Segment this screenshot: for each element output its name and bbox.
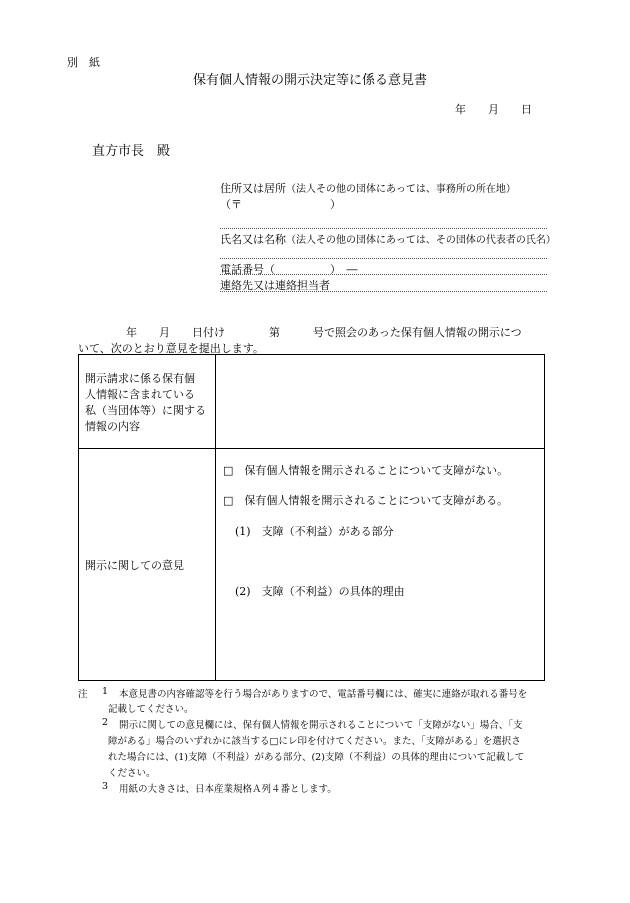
info-content-field[interactable]: [221, 361, 539, 443]
note-2-line-3: れた場合には、(1)支障（不利益）がある部分、(2)支障（不利益）の具体的理由について記載して: [108, 752, 525, 763]
address-label: 住所又は居所: [220, 182, 286, 195]
note-2-line-4: ください。: [108, 768, 156, 779]
address-field-label: [220, 180, 516, 196]
intro-line-2: いて、次のとおり意見を提出します。: [78, 342, 264, 355]
date-line: 年 月 日: [455, 103, 532, 116]
option-obstacle[interactable]: □ 保有個人情報を開示されることについて支障がある。: [223, 494, 509, 507]
name-underline: [220, 258, 547, 259]
intro-line-1: 年 月 日付け 第 号で照会のあった保有個人情報の開示につ: [126, 326, 522, 339]
notes-prefix: 注: [78, 689, 88, 700]
table-row-divider: [79, 448, 544, 449]
obstacle-reason-label: (2) 支障（不利益）の具体的理由: [235, 585, 405, 598]
opinion-table: [78, 354, 545, 681]
note-2-line-2: 障がある」場合のいずれかに該当する□にレ印を付けてください。また、「支障がある」を選択さ: [108, 736, 521, 747]
info-content-label: 開示請求に係る保有個 人情報に含まれている 私（当団体等）に関する 情報の内容: [85, 372, 206, 433]
phone-line: 電話番号（ ） ―: [220, 263, 358, 276]
note-2-line-1: 開示に関しての意見欄には、保有個人情報を開示されることについて「支障がない」場合、「支: [119, 720, 523, 731]
addressee: 直方市長 殿: [92, 144, 171, 159]
note-1-line-1: 本意見書の内容確認等を行う場合がありますので、電話番号欄には、確実に連絡が取れる番号を: [119, 689, 528, 700]
address-underline: [220, 228, 547, 229]
note-1-number: 1: [102, 686, 109, 697]
obstacle-part-label: (1) 支障（不利益）がある部分: [235, 525, 394, 538]
opinion-label: 開示に関しての意見: [85, 559, 184, 572]
option-no-obstacle[interactable]: □ 保有個人情報を開示されることについて支障がない。: [223, 464, 509, 477]
phone-underline: [220, 274, 547, 275]
note-3-number: 3: [102, 781, 109, 792]
postal-line: （〒 ）: [220, 198, 341, 211]
attachment-label: 別 紙: [67, 56, 100, 69]
note-3-line-1: 用紙の大きさは、日本産業規格Ａ列４番とします。: [119, 784, 337, 795]
name-note: （法人その他の団体にあっては、その団体の代表者の氏名）: [286, 235, 556, 246]
note-1-line-2: 記載してください。: [108, 704, 194, 715]
contact-line: 連絡先又は連絡担当者: [220, 279, 330, 292]
address-note: （法人その他の団体にあっては、事務所の所在地）: [286, 184, 516, 195]
note-2-number: 2: [102, 717, 109, 728]
name-label: 氏名又は名称: [220, 233, 286, 246]
name-field-label: [220, 231, 556, 247]
table-column-divider: [215, 355, 216, 680]
document-title: 保有個人情報の開示決定等に係る意見書: [193, 73, 428, 88]
contact-underline: [220, 291, 547, 292]
